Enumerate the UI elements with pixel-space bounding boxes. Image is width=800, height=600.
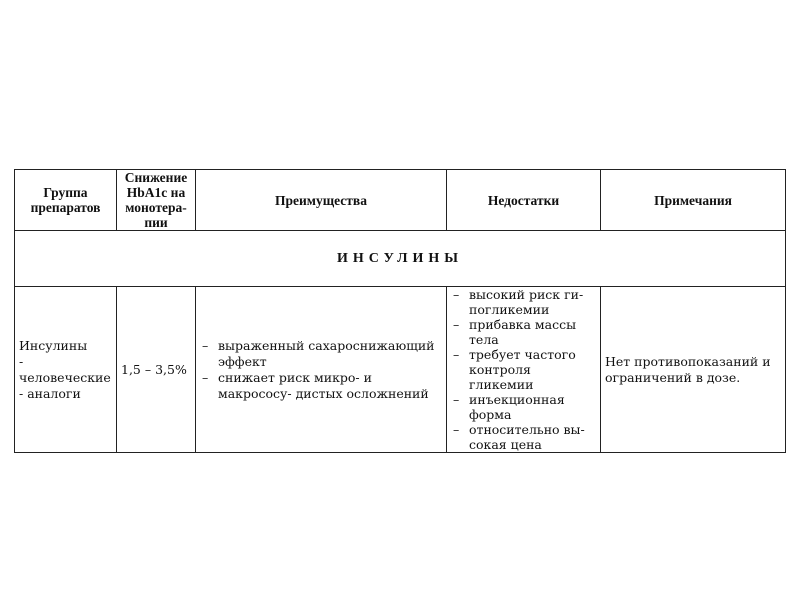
notes-cell: Нет противопоказаний и ограничений в дозе. bbox=[601, 287, 786, 453]
drug-group-line: - человеческие bbox=[19, 353, 111, 385]
header-hba1c-reduction: Снижение HbA1c на монотера- пии bbox=[117, 170, 196, 231]
section-title-insulins: ИНСУЛИНЫ bbox=[15, 231, 786, 287]
header-row bbox=[15, 170, 786, 231]
drug-group-line: - аналоги bbox=[19, 385, 81, 401]
table-row bbox=[15, 287, 786, 453]
disadvantages-list bbox=[451, 287, 596, 452]
drug-comparison-table bbox=[14, 169, 786, 453]
list-item: – инъекционная форма bbox=[451, 392, 596, 422]
header-drug-group: Группа препаратов bbox=[15, 170, 117, 231]
list-item: – относительно вы- сокая цена bbox=[451, 422, 596, 452]
list-item: – требует частого контроля гликемии bbox=[451, 347, 596, 392]
hba1c-value-cell: 1,5 – 3,5% bbox=[117, 287, 196, 453]
drug-group-cell bbox=[15, 287, 117, 453]
disadvantages-cell bbox=[447, 287, 601, 453]
advantages-list bbox=[200, 338, 442, 402]
list-item: – выраженный сахароснижающий эффект bbox=[200, 338, 442, 370]
drug-group-line: Инсулины bbox=[19, 337, 88, 353]
header-disadvantages: Недостатки bbox=[447, 170, 601, 231]
header-advantages: Преимущества bbox=[196, 170, 447, 231]
section-row bbox=[15, 231, 786, 287]
advantages-cell bbox=[196, 287, 447, 453]
list-item: – прибавка массы тела bbox=[451, 317, 596, 347]
list-item: – снижает риск микро- и макрососу- дистых осложнений bbox=[200, 370, 442, 402]
header-notes: Примечания bbox=[601, 170, 786, 231]
list-item: – высокий риск ги- погликемии bbox=[451, 287, 596, 317]
